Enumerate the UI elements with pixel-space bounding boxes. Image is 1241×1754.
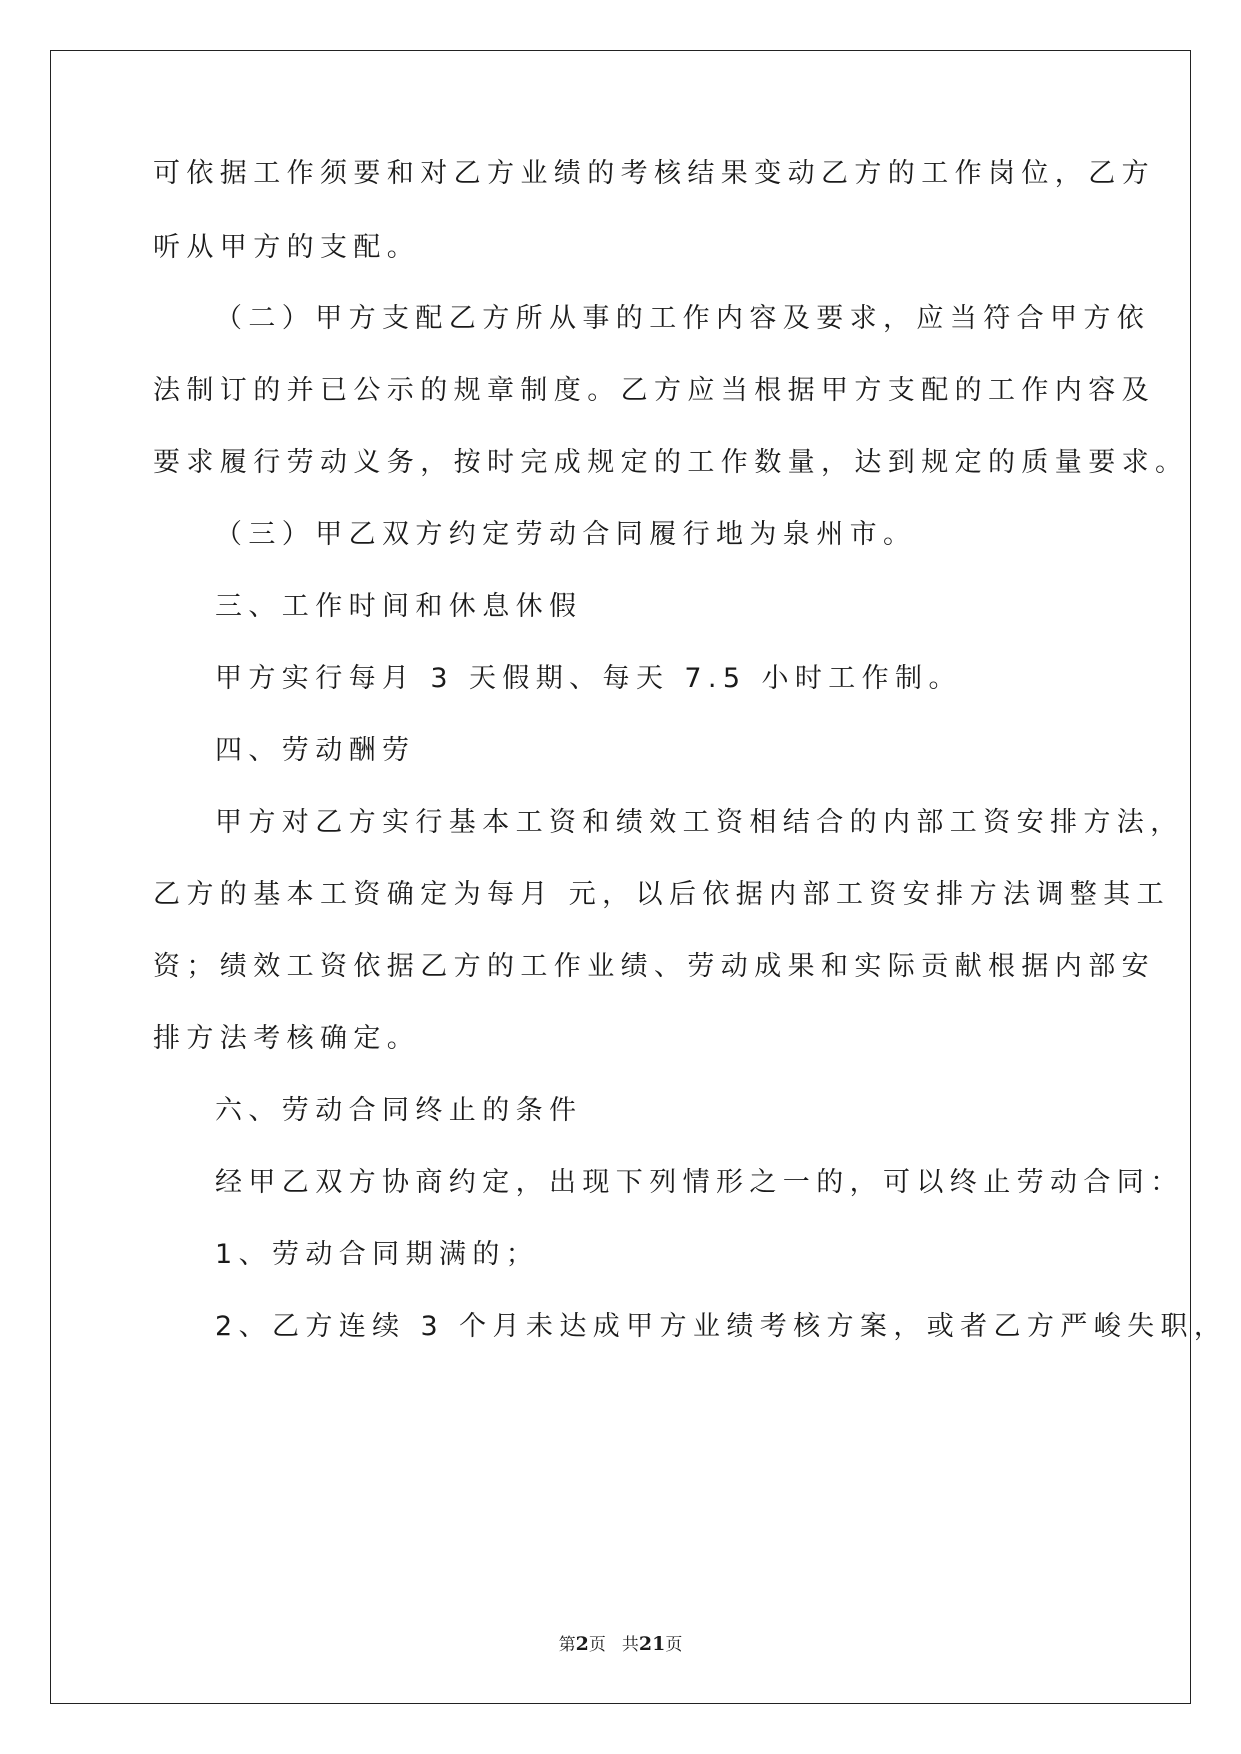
paragraph-line: 乙方的基本工资确定为每月 元，以后依据内部工资安排方法调整其工 (153, 879, 1170, 910)
section-heading: 三、工作时间和休息休假 (215, 591, 583, 622)
list-item: 1、劳动合同期满的； (215, 1239, 540, 1270)
list-item: 2、乙方连续 3 个月未达成甲方业绩考核方案，或者乙方严峻失职， (215, 1311, 1228, 1342)
page-number: 2 (575, 1633, 589, 1655)
paragraph-line: 经甲乙双方协商约定，出现下列情形之一的，可以终止劳动合同： (215, 1167, 1184, 1198)
page-prefix: 第 (558, 1635, 576, 1655)
page-suffix: 页 (588, 1635, 606, 1655)
paragraph-line: （三）甲乙双方约定劳动合同履行地为泉州市。 (215, 519, 917, 550)
page-footer (0, 1633, 1241, 1656)
paragraph-line: （二）甲方支配乙方所从事的工作内容及要求，应当符合甲方依 (215, 303, 1151, 334)
paragraph-line: 法制订的并已公示的规章制度。乙方应当根据甲方支配的工作内容及 (153, 375, 1155, 406)
paragraph-line: 要求履行劳动义务，按时完成规定的工作数量，达到规定的质量要求。 (153, 447, 1189, 478)
section-heading: 六、劳动合同终止的条件 (215, 1095, 583, 1126)
paragraph-line: 听从甲方的支配。 (153, 232, 421, 263)
total-prefix: 共 (621, 1635, 639, 1655)
page-border (50, 50, 1191, 1704)
paragraph-line: 甲方实行每月 3 天假期、每天 7.5 小时工作制。 (215, 663, 962, 694)
paragraph-line: 可依据工作须要和对乙方业绩的考核结果变动乙方的工作岗位，乙方 (153, 158, 1155, 189)
paragraph-line: 排方法考核确定。 (153, 1023, 421, 1054)
paragraph-line: 甲方对乙方实行基本工资和绩效工资相结合的内部工资安排方法， (215, 807, 1184, 838)
total-pages: 21 (638, 1633, 666, 1655)
total-suffix: 页 (665, 1635, 683, 1655)
section-heading: 四、劳动酬劳 (215, 735, 416, 766)
paragraph-line: 资；绩效工资依据乙方的工作业绩、劳动成果和实际贡献根据内部安 (153, 951, 1155, 982)
